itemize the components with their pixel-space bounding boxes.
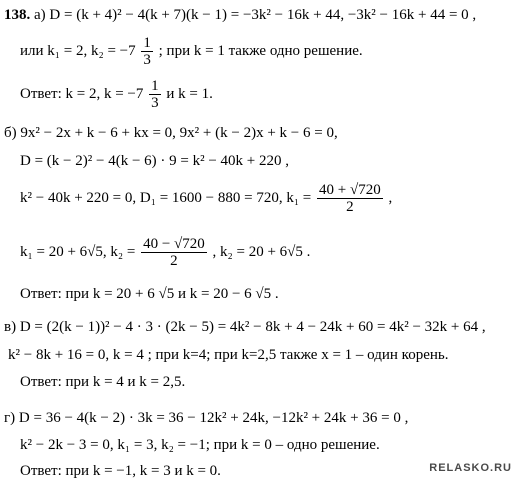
part-d-answer-text: Ответ: при k = −1, k = 3 и k = 0. — [20, 463, 221, 479]
part-c-equation-2 — [8, 346, 448, 364]
part-a-answer-suffix: и k = 1. — [166, 85, 213, 102]
part-b-answer-text: Ответ: при k = 20 + 6 √5 и k = 20 − 6 √5 . — [20, 286, 279, 302]
fraction-numerator: 40 − √720 — [143, 236, 205, 252]
part-a-answer — [20, 78, 213, 111]
part-b-eq2-text: D = (k − 2)² − 4(k − 6) · 9 = k² − 40k + 220 , — [20, 153, 290, 169]
fraction-numerator: 1 — [151, 78, 159, 94]
part-c-eq2-text: k² − 8k + 16 = 0, k = 4 ; при k=4; при k=2,5 также x = 1 – один корень. — [8, 347, 449, 363]
problem-number: 138. — [4, 7, 31, 23]
part-d-eq2-text: k² − 2k − 3 = 0, k₁ = 3, k₂ = −1; при k = 0 – одно решение. — [20, 437, 380, 453]
part-d-equation-1 — [4, 409, 408, 427]
part-a-equation-1 — [4, 6, 476, 24]
part-d-equation-2 — [20, 436, 380, 454]
part-a-eq1-text: D = (k + 4)² − 4(k + 7)(k − 1) = −3k² − 16k + 44, −3k² − 16k + 44 = 0 , — [49, 7, 477, 23]
fraction-numerator: 40 + √720 — [319, 182, 381, 198]
part-b-eq4-fraction — [141, 236, 207, 269]
part-b-eq4-prefix: k₁ = 20 + 6√5, k₂ = — [20, 243, 136, 260]
part-b-label: б) — [4, 125, 17, 141]
fraction-denominator: 3 — [151, 95, 159, 111]
fraction-numerator: 1 — [143, 35, 151, 51]
part-a-label: а) — [34, 7, 46, 23]
part-b-answer — [20, 285, 279, 303]
part-b-eq3-fraction — [317, 182, 383, 215]
part-b-eq3-suffix: , — [388, 189, 393, 206]
fraction-denominator: 3 — [143, 52, 151, 68]
part-a-answer-fraction — [149, 78, 161, 111]
part-a-equation-2 — [20, 35, 363, 68]
part-c-answer-text: Ответ: при k = 4 и k = 2,5. — [20, 374, 186, 390]
part-c-eq1-text: D = (2(k − 1))² − 4 · 3 · (2k − 5) = 4k² − 8k + 4 − 24k + 60 = 4k² − 32k + 64 , — [19, 319, 486, 335]
part-c-answer — [20, 373, 185, 391]
part-b-eq4-suffix: , k₂ = 20 + 6√5 . — [212, 243, 311, 260]
part-d-eq1-text: D = 36 − 4(k − 2) · 3k = 36 − 12k² + 24k, −12k² + 24k + 36 = 0 , — [18, 410, 409, 426]
fraction-denominator: 2 — [346, 199, 354, 215]
part-b-equation-2 — [20, 152, 289, 170]
part-b-equation-1 — [4, 124, 338, 142]
part-a-eq2-prefix: или k₁ = 2, k₂ = −7 — [20, 42, 136, 59]
part-b-equation-4 — [20, 236, 310, 269]
part-a-eq2-fraction — [141, 35, 153, 68]
watermark-text: RELASKO.RU — [429, 462, 512, 474]
part-c-equation-1 — [4, 318, 486, 336]
part-b-eq1-text: 9x² − 2x + k − 6 + kx = 0, 9x² + (k − 2)x + k − 6 = 0, — [20, 125, 338, 141]
part-c-label: в) — [4, 319, 17, 335]
part-d-label: г) — [4, 410, 16, 426]
part-d-answer — [20, 462, 221, 480]
part-a-eq2-suffix: ; при k = 1 также одно решение. — [158, 42, 363, 59]
part-b-equation-3 — [20, 182, 392, 215]
part-a-answer-prefix: Ответ: k = 2, k = −7 — [20, 85, 144, 102]
fraction-denominator: 2 — [170, 253, 178, 269]
part-b-eq3-prefix: k² − 40k + 220 = 0, D₁ = 1600 − 880 = 720, k₁ = — [20, 189, 312, 206]
